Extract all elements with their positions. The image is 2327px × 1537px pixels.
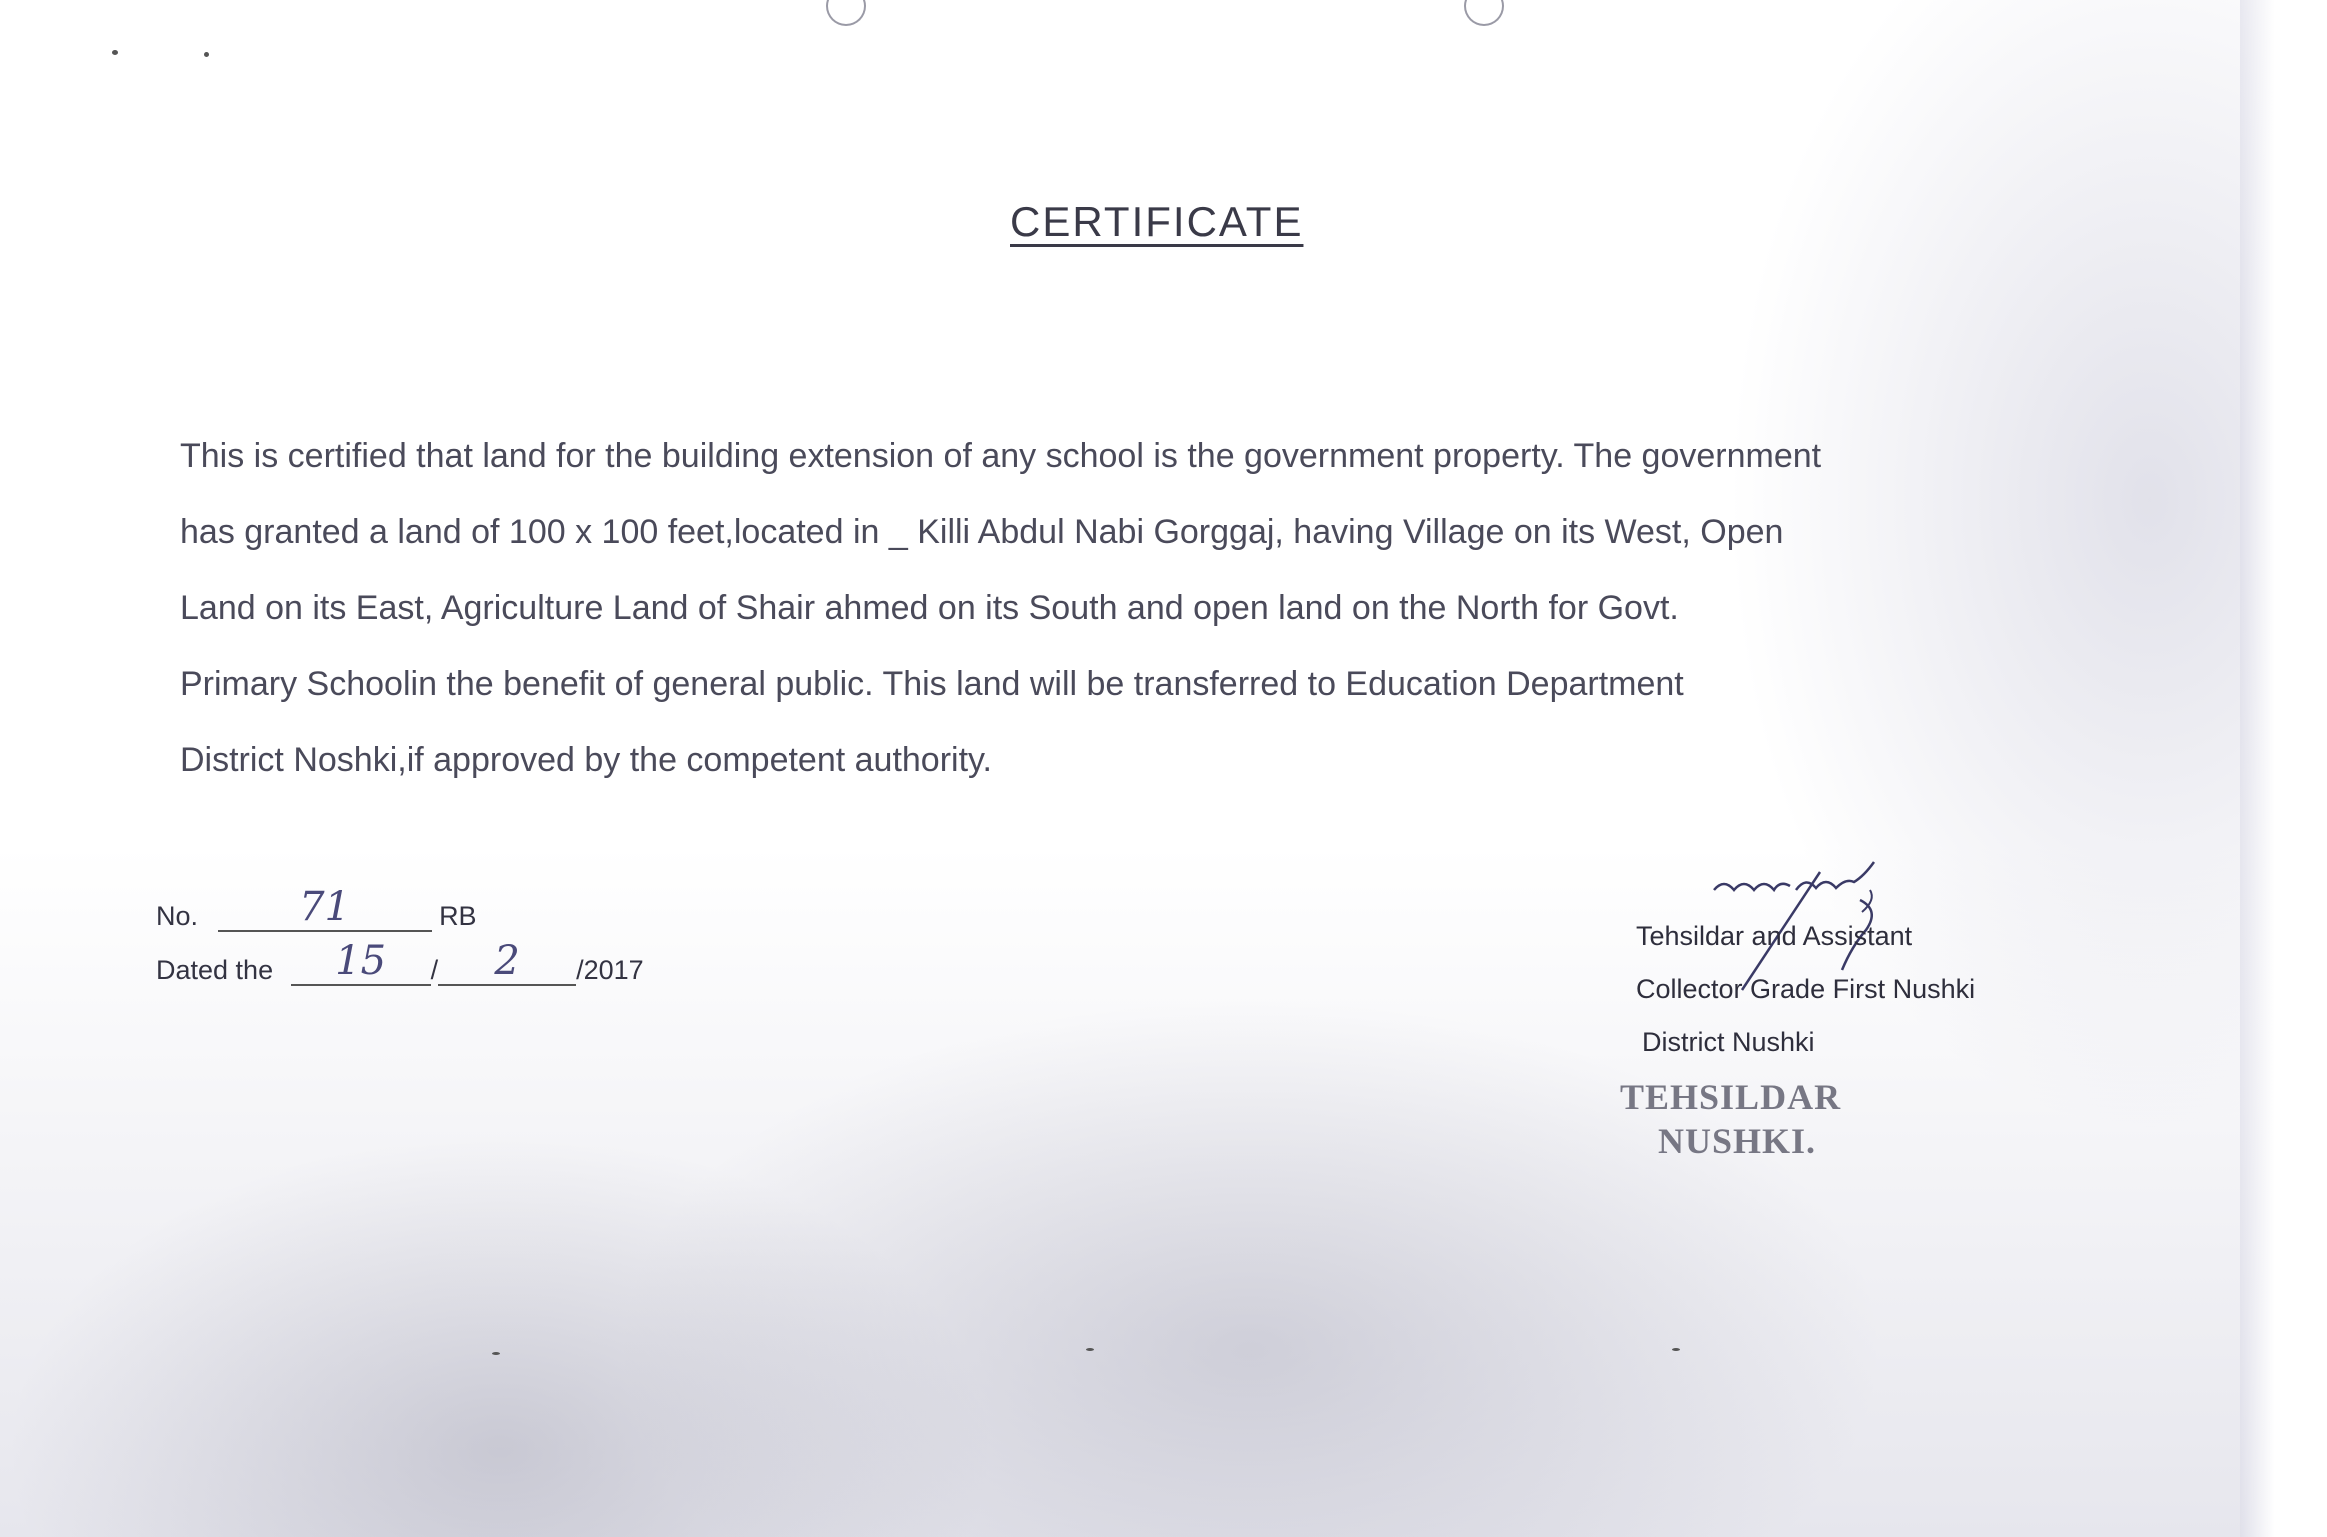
signatory-title-line: Tehsildar and Assistant <box>1636 921 1913 951</box>
certificate-body <box>180 418 2102 798</box>
reference-number-handwritten: 71 <box>299 884 350 930</box>
scan-speck <box>1672 1348 1680 1351</box>
signatory-district: District Nushki <box>1642 1027 1815 1057</box>
date-label: Dated the <box>156 955 274 985</box>
reference-number-blank <box>218 884 432 932</box>
body-line: District Noshki,if approved by the competent authority. <box>180 741 992 779</box>
date-separator: / <box>430 955 439 985</box>
reference-number-suffix: RB <box>439 901 477 931</box>
page-right-edge <box>2240 0 2327 1537</box>
scan-speck <box>1086 1348 1094 1351</box>
date-year: /2017 <box>576 955 644 985</box>
reference-block <box>156 884 644 1008</box>
scan-speck <box>492 1352 500 1355</box>
reference-number-label: No. <box>156 901 199 931</box>
date-day-blank <box>291 938 431 986</box>
official-stamp <box>1620 1075 1841 1163</box>
stamp-line: NUSHKI. <box>1658 1121 1817 1161</box>
body-line: This is certified that land for the building extension of any school is the government property. The government <box>180 437 1822 475</box>
scan-speck <box>112 50 118 55</box>
date-row <box>156 938 644 1008</box>
signatory-title-line: Collector Grade First Nushki <box>1636 974 1976 1004</box>
body-line: Land on its East, Agriculture Land of Shair ahmed on its South and open land on the North for Govt. <box>180 589 1679 627</box>
certificate-title: CERTIFICATE <box>1010 198 1304 245</box>
body-line: has granted a land of 100 x 100 feet,located in _ Killi Abdul Nabi Gorggaj, having Village on its West, Open <box>180 513 1784 551</box>
stamp-line: TEHSILDAR <box>1620 1077 1842 1117</box>
date-month-handwritten: 2 <box>494 938 520 984</box>
scan-speck <box>204 52 209 57</box>
date-day-handwritten: 15 <box>335 938 387 984</box>
body-line: Primary Schoolin the benefit of general public. This land will be transferred to Education Department <box>180 665 1684 703</box>
date-month-blank <box>438 938 576 986</box>
signatory-block <box>1636 910 1975 1069</box>
